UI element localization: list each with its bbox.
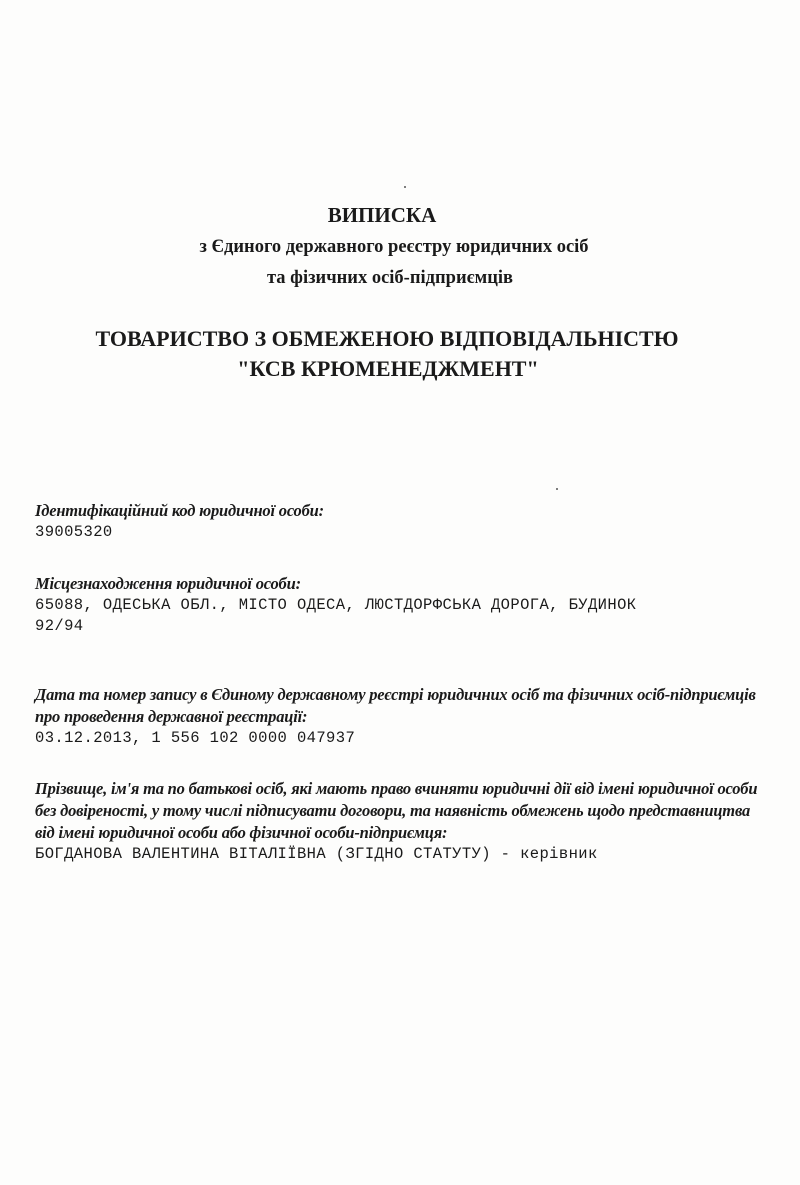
identification-code-value: 39005320	[35, 523, 113, 541]
document-subtitle: з Єдиного державного реєстру юридичних осіб	[199, 237, 589, 257]
scan-speck	[404, 186, 406, 188]
registration-value: 03.12.2013, 1 556 102 0000 047937	[35, 729, 356, 747]
location-section	[35, 573, 765, 637]
authorized-persons-value: БОГДАНОВА ВАЛЕНТИНА ВІТАЛІЇВНА (ЗГІДНО СТАТУТУ) - керівник	[35, 845, 598, 863]
document-subtitle: та фізичних осіб-підприємців	[266, 268, 513, 288]
organization-name: "КСВ КРЮМЕНЕДЖМЕНТ"	[237, 356, 539, 381]
location-label: Місцезнаходження юридичної особи:	[35, 574, 301, 593]
document-title: ВИПИСКА	[327, 203, 437, 227]
identification-code-section	[35, 500, 765, 543]
authorized-persons-section	[35, 778, 765, 865]
registration-label: Дата та номер запису в Єдиному державному реєстрі юридичних осіб та фізичних осіб-підприємців про проведення державної реєстрації:	[35, 685, 756, 726]
organization-name: ТОВАРИСТВО З ОБМЕЖЕНОЮ ВІДПОВІДАЛЬНІСТЮ	[95, 326, 679, 351]
location-value: 65088, ОДЕСЬКА ОБЛ., МІСТО ОДЕСА, ЛЮСТДОРФСЬКА ДОРОГА, БУДИНОК 92/94	[35, 596, 637, 635]
authorized-persons-label: Прізвище, ім'я та по батькові осіб, які мають право вчиняти юридичні дії від імені юридичної особи без довіреності, у тому числі підписувати договори, та наявність обмежень щодо представництва від імені юридичної особи або фізичної особи-підприємця:	[35, 779, 758, 842]
registration-section	[35, 684, 765, 749]
identification-code-label: Ідентифікаційний код юридичної особи:	[35, 501, 324, 520]
scan-speck	[556, 488, 558, 490]
